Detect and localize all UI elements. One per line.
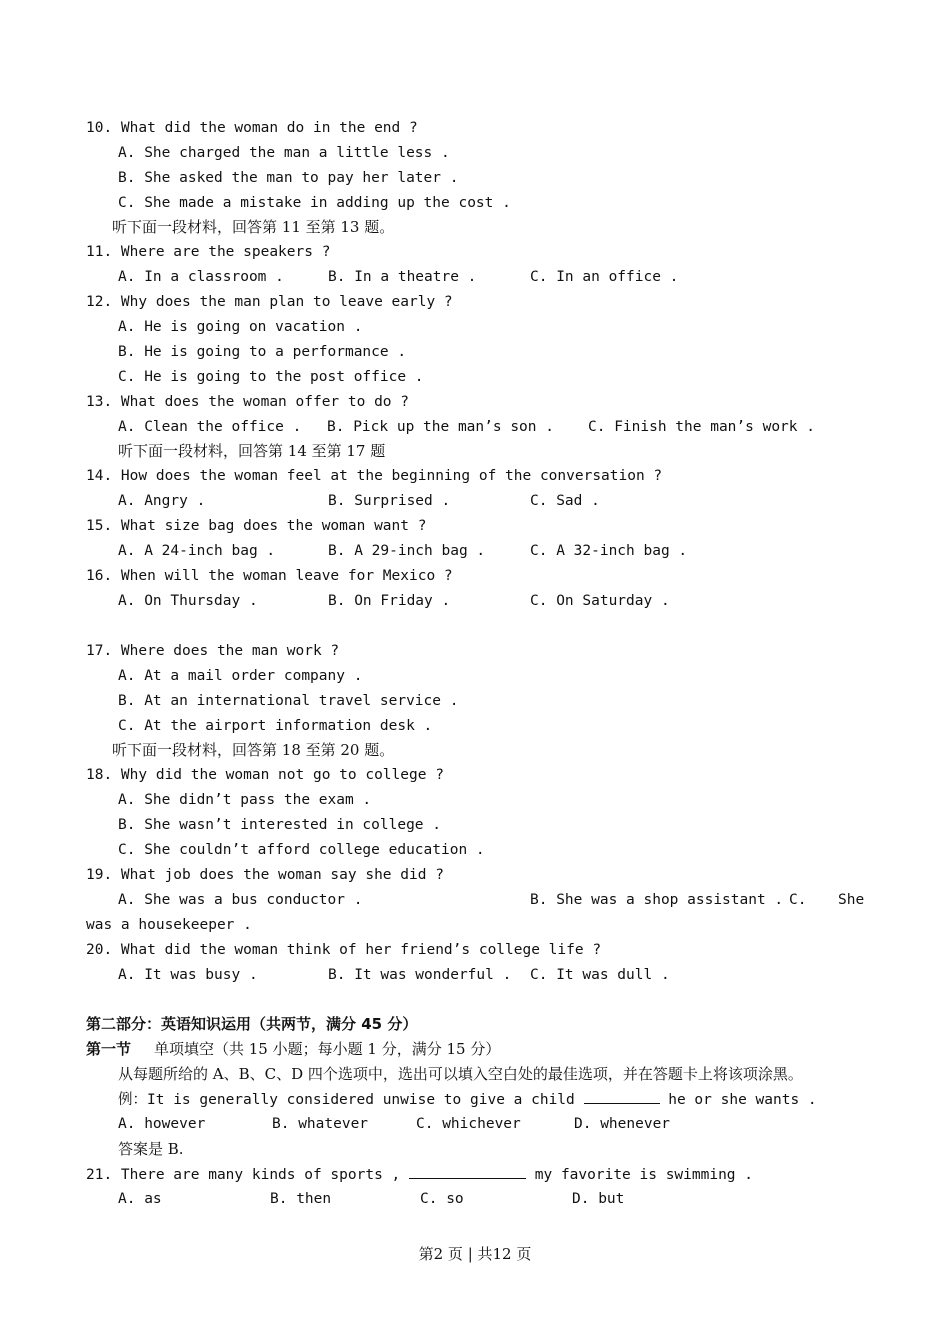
example-question — [118, 1089, 817, 1110]
example-text-post: he or she wants . — [668, 1092, 817, 1108]
option-c-text-start: She — [838, 892, 865, 908]
part2-heading: 第二部分：英语知识运用（共两节，满分 45 分） — [86, 1015, 418, 1033]
option-c: C. At the airport information desk . — [118, 718, 433, 734]
q21-option-b: B. then — [270, 1191, 332, 1207]
section-intro: 听下面一段材料，回答第 11 至第 13 题。 — [112, 218, 395, 236]
question-stem: 10. What did the woman do in the end ? — [86, 120, 418, 136]
option-c: C. She couldn’t afford college education . — [118, 842, 485, 858]
q21-text-pre: 21. There are many kinds of sports , — [86, 1167, 401, 1183]
option-b: B. Pick up the man’s son . — [327, 419, 554, 435]
example-answer: 答案是 B. — [118, 1140, 184, 1158]
section1-desc: 单项填空（共 15 小题；每小题 1 分，满分 15 分） — [154, 1040, 501, 1058]
option-c: C. Finish the man’s work . — [588, 419, 815, 435]
option-b: B. She asked the man to pay her later . — [118, 170, 459, 186]
option-b: B. She was a shop assistant . — [530, 892, 784, 908]
example-option-d: D. whenever — [574, 1116, 671, 1132]
option-a: A. It was busy . — [118, 967, 258, 983]
option-b: B. Surprised . — [328, 493, 451, 509]
option-b: B. At an international travel service . — [118, 693, 459, 709]
option-b: B. He is going to a performance . — [118, 344, 407, 360]
question-stem: 12. Why does the man plan to leave early ? — [86, 294, 453, 310]
example-option-c: C. whichever — [416, 1116, 521, 1132]
option-c-text-end: was a housekeeper . — [86, 917, 252, 933]
section-intro: 听下面一段材料，回答第 14 至第 17 题 — [118, 442, 386, 460]
example-text-pre: 例：It is generally considered unwise to give a child — [118, 1092, 575, 1108]
q21-option-c: C. so — [420, 1191, 464, 1207]
option-b: B. A 29-inch bag . — [328, 543, 486, 559]
option-a: A. She charged the man a little less . — [118, 145, 450, 161]
question-stem: 15. What size bag does the woman want ? — [86, 518, 427, 534]
option-a: A. On Thursday . — [118, 593, 258, 609]
example-blank — [584, 1089, 660, 1104]
option-a: A. A 24-inch bag . — [118, 543, 276, 559]
option-b: B. It was wonderful . — [328, 967, 512, 983]
option-b: B. In a theatre . — [328, 269, 477, 285]
section1-label: 第一节 — [86, 1040, 132, 1058]
option-b: B. On Friday . — [328, 593, 451, 609]
q21-text-post: my favorite is swimming . — [534, 1167, 753, 1183]
example-option-b: B. whatever — [272, 1116, 369, 1132]
option-c: C. He is going to the post office . — [118, 369, 424, 385]
section-intro: 听下面一段材料，回答第 18 至第 20 题。 — [112, 741, 395, 759]
question-21 — [86, 1164, 753, 1185]
question-stem: 19. What job does the woman say she did ? — [86, 867, 444, 883]
option-a: A. She was a bus conductor . — [118, 892, 363, 908]
question-stem: 18. Why did the woman not go to college ? — [86, 767, 444, 783]
question-stem: 16. When will the woman leave for Mexico ? — [86, 568, 453, 584]
question-stem: 13. What does the woman offer to do ? — [86, 394, 410, 410]
option-b: B. She wasn’t interested in college . — [118, 817, 442, 833]
option-c: C. She made a mistake in adding up the cost . — [118, 195, 511, 211]
option-c: C. Sad . — [530, 493, 600, 509]
option-a: A. Angry . — [118, 493, 206, 509]
example-option-a: A. however — [118, 1116, 206, 1132]
option-c: C. On Saturday . — [530, 593, 670, 609]
instruction: 从每题所给的 A、B、C、D 四个选项中，选出可以填入空白处的最佳选项，并在答题卡上将该项涂黑。 — [118, 1065, 803, 1083]
option-a: A. She didn’t pass the exam . — [118, 792, 372, 808]
question-stem: 20. What did the woman think of her friend’s college life ? — [86, 942, 602, 958]
option-a: A. Clean the office . — [118, 419, 302, 435]
question-stem: 11. Where are the speakers ? — [86, 244, 331, 260]
option-c: C. It was dull . — [530, 967, 670, 983]
page-footer: 第2 页 | 共12 页 — [418, 1245, 532, 1263]
q21-option-a: A. as — [118, 1191, 162, 1207]
option-a: A. He is going on vacation . — [118, 319, 363, 335]
option-c-label: C. — [789, 892, 807, 908]
q21-option-d: D. but — [572, 1191, 625, 1207]
option-a: A. In a classroom . — [118, 269, 284, 285]
option-c: C. A 32-inch bag . — [530, 543, 688, 559]
q21-blank — [409, 1164, 526, 1179]
option-c: C. In an office . — [530, 269, 679, 285]
question-stem: 14. How does the woman feel at the beginning of the conversation ? — [86, 468, 663, 484]
option-a: A. At a mail order company . — [118, 668, 363, 684]
question-stem: 17. Where does the man work ? — [86, 643, 340, 659]
